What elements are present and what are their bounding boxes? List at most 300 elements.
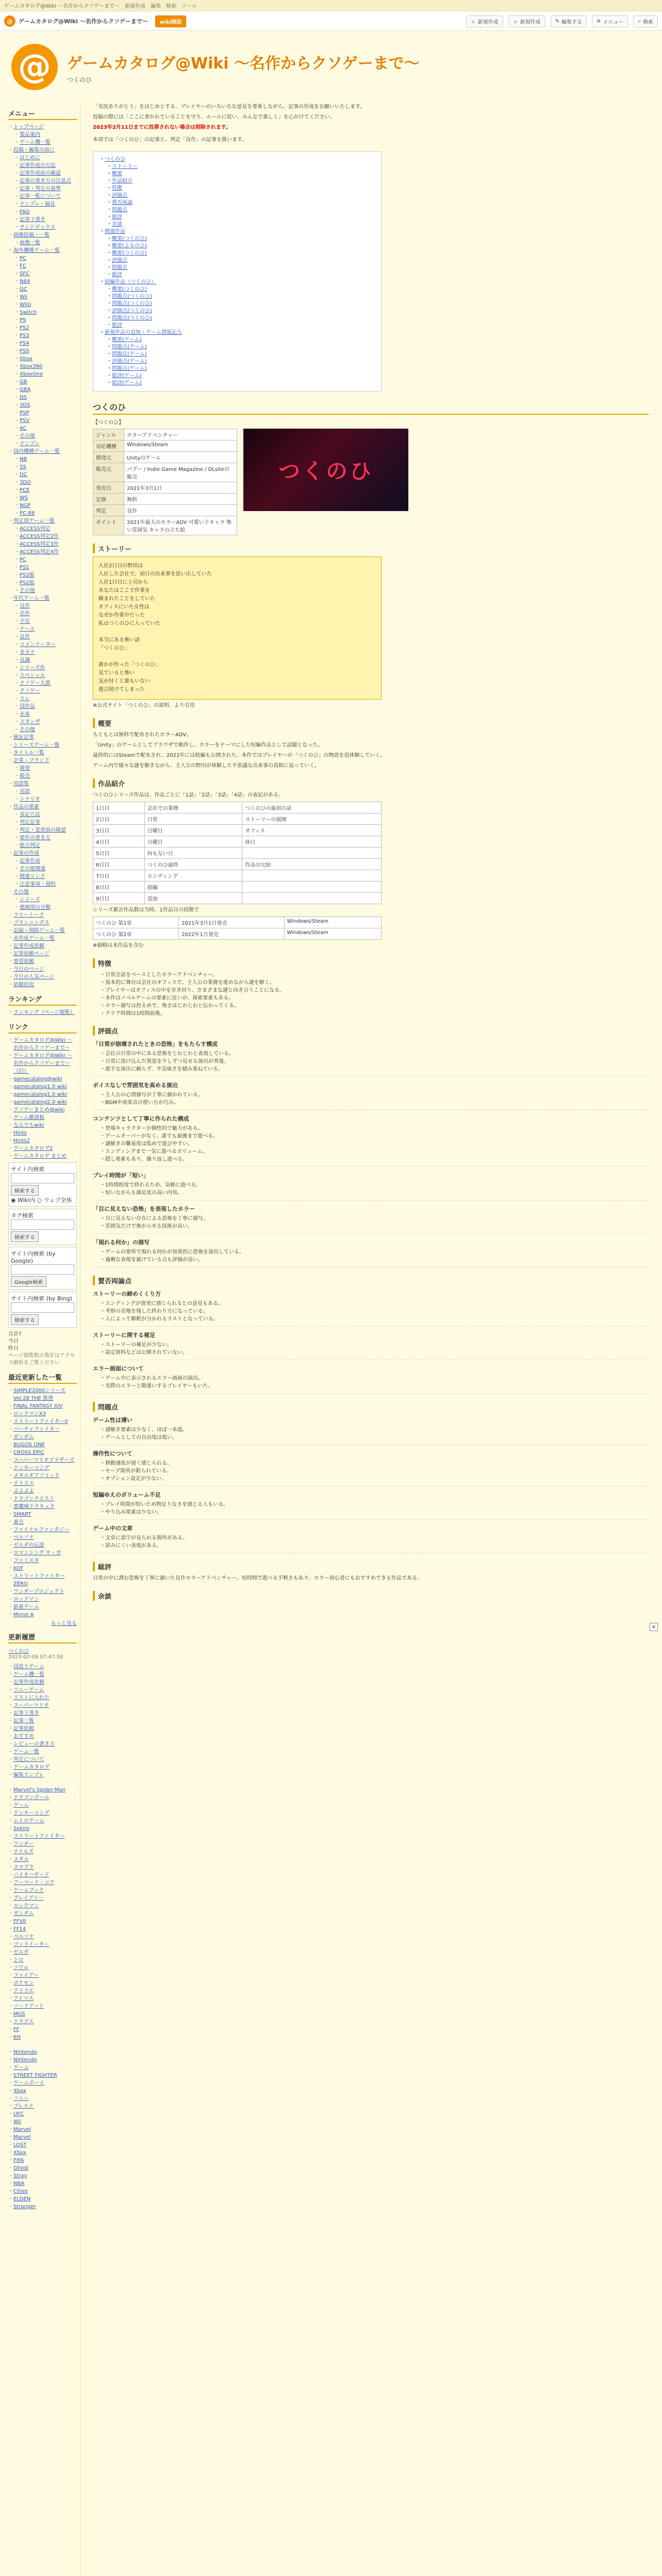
update-item[interactable] <box>8 1786 77 1794</box>
sidebar-menu-item[interactable] <box>8 432 77 440</box>
toc-item[interactable] <box>100 272 375 279</box>
update-item[interactable] <box>8 2048 77 2056</box>
update-item[interactable] <box>8 1756 77 1764</box>
toc-link[interactable]: 問題点 <box>112 207 127 213</box>
sidebar-menu-item[interactable] <box>8 502 77 510</box>
recent-item[interactable] <box>8 1588 77 1596</box>
toc-link[interactable]: 総評 <box>112 272 122 278</box>
sidebar-menu-link[interactable]: 記事依頼ページ <box>13 951 49 957</box>
strip-search[interactable]: 検索 <box>166 4 177 9</box>
update-item[interactable] <box>8 1910 77 1918</box>
sidebar-menu-item[interactable] <box>8 811 77 819</box>
strip-site[interactable]: ゲームカタログ@Wiki ～名作からクソゲーまで～ <box>4 4 120 9</box>
toc-item[interactable] <box>100 286 375 293</box>
toc-link[interactable]: 評価点(ゲーム) <box>112 359 147 364</box>
recent-item[interactable] <box>8 1402 77 1410</box>
update-item[interactable] <box>8 2018 77 2026</box>
sidebar-menu-link[interactable]: 記事作成前の確認 <box>20 171 61 176</box>
strip-edit[interactable]: 編集 <box>151 4 161 9</box>
sidebar-menu-item[interactable] <box>8 927 77 935</box>
sidebar-menu-link[interactable]: その他 <box>20 727 35 733</box>
toc-item[interactable] <box>100 336 375 344</box>
sidebar-menu-link[interactable]: 記事の作成 <box>13 851 39 856</box>
site-search-button[interactable]: 検索する <box>11 1185 39 1196</box>
sidebar-menu-item[interactable] <box>8 177 77 185</box>
update-item-link[interactable]: MGS <box>13 2011 25 2017</box>
sidebar-menu-link[interactable]: N64 <box>20 279 30 284</box>
sidebar-menu-link[interactable]: 名作 <box>20 611 30 617</box>
sidebar-menu-link[interactable]: 企業・ブランド <box>13 758 49 764</box>
sidebar-menu-link[interactable]: 未来 <box>20 711 30 717</box>
sidebar-menu-link[interactable]: FAQ <box>20 209 30 215</box>
sidebar-menu-link[interactable]: 用語集 <box>13 781 29 787</box>
update-item[interactable] <box>8 2056 77 2064</box>
update-item-link[interactable]: バイオハザード <box>13 1872 49 1878</box>
toc-link[interactable]: 概要(つくのひ) <box>112 236 147 242</box>
sidebar-menu-item[interactable] <box>8 347 77 355</box>
sidebar-menu-link[interactable]: 判定記事 <box>20 820 40 825</box>
toc-link[interactable]: 総評(ゲーム) <box>112 380 142 386</box>
recent-item-link[interactable]: バーチャファイター <box>13 1427 60 1432</box>
recent-item-link[interactable]: ロックマンX3 <box>13 1411 46 1417</box>
link-item[interactable] <box>8 1153 77 1160</box>
sidebar-menu-link[interactable]: 今日の人気ページ <box>13 974 55 980</box>
update-item[interactable] <box>8 1702 77 1709</box>
sidebar-menu-item[interactable] <box>8 633 77 641</box>
recent-item-link[interactable]: ロックマン <box>13 1597 39 1602</box>
sidebar-menu-item[interactable] <box>8 795 77 803</box>
sidebar-menu-item[interactable] <box>8 510 77 517</box>
sidebar-menu-item[interactable] <box>8 973 77 981</box>
sidebar-menu-link[interactable]: 国作品 <box>20 704 35 709</box>
update-item[interactable] <box>8 2188 77 2195</box>
update-item[interactable] <box>8 2095 77 2103</box>
update-item[interactable] <box>8 1679 77 1686</box>
recent-item[interactable] <box>8 1441 77 1449</box>
update-item-link[interactable]: Sekiro <box>13 1826 30 1832</box>
sidebar-menu-item[interactable] <box>8 355 77 363</box>
update-item[interactable] <box>8 1925 77 1933</box>
update-item-link[interactable]: STREET FIGHTER <box>13 2073 57 2078</box>
sidebar-menu-item[interactable] <box>8 193 77 200</box>
sidebar-menu-item[interactable] <box>8 687 77 695</box>
recent-item-link[interactable]: 悪魔城ドラキュラ <box>13 1504 55 1510</box>
recent-item-link[interactable]: SMART <box>13 1512 31 1517</box>
sidebar-menu-item[interactable] <box>8 765 77 772</box>
update-item-link[interactable]: ゼルダ <box>13 1950 29 1955</box>
update-item[interactable] <box>8 1987 77 1995</box>
search-opt-wiki[interactable]: ◉ Wiki内 <box>11 1197 36 1204</box>
sidebar-menu-item[interactable] <box>8 625 77 633</box>
toc-item[interactable] <box>100 322 375 329</box>
link-item-link[interactable]: ゲーム雑談板 <box>13 1115 44 1121</box>
sidebar-menu-link[interactable]: シリーズ作 <box>20 665 45 671</box>
strip-tools[interactable]: ツール <box>181 4 197 9</box>
sidebar-menu-item[interactable] <box>8 880 77 888</box>
toc-link[interactable]: 評価点(つくのひ) <box>112 308 152 314</box>
update-item[interactable] <box>8 2157 77 2164</box>
sidebar-menu-item[interactable] <box>8 656 77 664</box>
sidebar-menu-link[interactable]: クソゲー <box>20 688 40 694</box>
recent-item-link[interactable]: BUGOS ONE <box>13 1442 45 1448</box>
site-search-input[interactable] <box>11 1173 74 1183</box>
link-item[interactable] <box>8 1037 77 1052</box>
toc-link[interactable]: 余談 <box>112 222 122 227</box>
update-item[interactable] <box>8 1964 77 1972</box>
update-item[interactable] <box>8 1709 77 1717</box>
update-item[interactable] <box>8 2003 77 2010</box>
new-page-button[interactable]: ＋ 新規作成 <box>466 15 503 27</box>
sidebar-menu-link[interactable]: 画像一覧 <box>20 240 40 246</box>
sidebar-menu-link[interactable]: 記録・削除ゲーム一覧 <box>13 928 65 934</box>
update-item-link[interactable]: ガンダム <box>13 1911 34 1917</box>
update-item[interactable] <box>8 2072 77 2079</box>
sidebar-menu-link[interactable]: 良作 <box>20 603 30 609</box>
recent-item-link[interactable]: ロマンシング サ・ガ <box>13 1550 61 1556</box>
sidebar-menu-link[interactable]: FC <box>20 263 26 269</box>
sidebar-menu-link[interactable]: GBA <box>20 387 31 393</box>
ranking-link[interactable]: ・ ランキング（ページ閲覧） <box>8 1009 77 1016</box>
sidebar-menu-link[interactable]: 地域別の分類 <box>20 905 51 910</box>
sidebar-menu-link[interactable]: PS5 <box>20 348 29 354</box>
update-item[interactable] <box>8 1663 77 1671</box>
sidebar-menu-item[interactable] <box>8 216 77 224</box>
sidebar-menu-item[interactable] <box>8 471 77 479</box>
wiki-open-button[interactable]: wiki開設 <box>155 15 187 27</box>
toc-item[interactable] <box>100 228 375 235</box>
update-item[interactable] <box>8 1694 77 1702</box>
update-item[interactable] <box>8 2110 77 2118</box>
sidebar-menu-item[interactable] <box>8 239 77 247</box>
sidebar-menu-item[interactable] <box>8 293 77 301</box>
sidebar-menu-link[interactable]: 非カテ <box>20 650 35 655</box>
update-item[interactable] <box>8 1809 77 1817</box>
sidebar-menu-link[interactable]: PS3 <box>20 333 29 338</box>
sidebar-menu-item[interactable] <box>8 224 77 231</box>
sidebar-menu-item[interactable] <box>8 587 77 595</box>
recent-item-link[interactable]: メタルギアソリッド <box>13 1473 60 1479</box>
update-item-link[interactable]: プレステ <box>13 2104 34 2109</box>
sidebar-menu-item[interactable] <box>8 610 77 618</box>
recent-item[interactable] <box>8 1565 77 1572</box>
toc-item[interactable] <box>100 178 375 185</box>
sidebar-menu-link[interactable]: シナリオ <box>20 796 40 802</box>
update-item-link[interactable]: Nintendo <box>13 2057 37 2063</box>
sidebar-menu-item[interactable] <box>8 517 77 525</box>
toc-item[interactable] <box>100 358 375 365</box>
sidebar-menu-link[interactable]: ACCESS判定3作 <box>20 541 59 547</box>
toc-link[interactable]: 問題点(ゲーム) <box>112 344 147 350</box>
update-item[interactable] <box>8 1871 77 1879</box>
menu-button[interactable]: ≡ メニュー <box>592 15 628 27</box>
link-item[interactable] <box>8 1122 77 1129</box>
sidebar-menu-link[interactable]: PS2版 <box>20 572 35 578</box>
update-item[interactable] <box>8 1941 77 1948</box>
update-item-link[interactable]: ゴッドイーター <box>13 1942 49 1947</box>
sidebar-menu-item[interactable] <box>8 950 77 958</box>
toc-item[interactable] <box>100 214 375 221</box>
toc-item[interactable] <box>100 351 375 358</box>
update-item-link[interactable]: レビューの書き方 <box>13 1741 55 1747</box>
update-item-link[interactable]: FF14 <box>13 1926 26 1932</box>
sidebar-menu-item[interactable] <box>8 486 77 494</box>
sidebar-menu-item[interactable] <box>8 185 77 193</box>
sidebar-menu-link[interactable]: Xbox <box>20 356 32 362</box>
recent-item-link[interactable]: SIMPLE2000シリーズ Vol.28 THE 推理 <box>13 1388 65 1401</box>
sidebar-menu-item[interactable] <box>8 200 77 208</box>
link-item[interactable] <box>8 1052 77 1075</box>
recent-item[interactable] <box>8 1495 77 1503</box>
sidebar-menu-link[interactable]: DC <box>20 472 27 478</box>
link-item-link[interactable]: gamecatalog2.0 wiki <box>13 1099 67 1105</box>
update-item-link[interactable]: Stray <box>13 2173 27 2179</box>
sidebar-menu-link[interactable]: PSP <box>20 410 29 416</box>
recent-item[interactable] <box>8 1387 77 1402</box>
update-item-link[interactable]: LOST <box>13 2142 27 2148</box>
update-item[interactable] <box>8 1733 77 1740</box>
update-item-link[interactable]: アイマス <box>13 1996 34 2002</box>
sidebar-menu-item[interactable] <box>8 595 77 602</box>
toc-link[interactable]: 総評 <box>112 214 122 220</box>
sidebar-menu-item[interactable] <box>8 718 77 726</box>
recent-item-link[interactable]: ドンキーコング <box>13 1465 49 1471</box>
search-button[interactable]: ⌕ 検索 <box>633 15 658 27</box>
toc-item[interactable] <box>100 344 375 351</box>
link-item-link[interactable]: クソゲーまとめ@wiki <box>13 1107 65 1113</box>
sidebar-menu-link[interactable]: タイトル一覧 <box>13 750 44 756</box>
sidebar-menu-link[interactable]: 投稿・編集の前に <box>13 147 55 153</box>
toc-item[interactable] <box>100 380 375 387</box>
recent-item-link[interactable]: ペルソナ <box>13 1535 34 1540</box>
sidebar-menu-item[interactable] <box>8 749 77 757</box>
sidebar-menu-link[interactable]: SS <box>20 464 26 470</box>
update-item[interactable] <box>8 2195 77 2203</box>
sidebar-menu-link[interactable]: NGP <box>20 503 31 509</box>
update-item[interactable] <box>8 1972 77 1979</box>
google-search-input[interactable] <box>11 1264 74 1275</box>
sidebar-menu-link[interactable]: コメンテーター <box>20 642 56 648</box>
recent-item[interactable] <box>8 1449 77 1456</box>
sidebar-menu-link[interactable]: 未作成ゲーム一覧 <box>13 936 55 941</box>
close-icon[interactable]: × <box>650 1623 658 1631</box>
sidebar-menu-item[interactable] <box>8 965 77 973</box>
recent-item[interactable] <box>8 1541 77 1549</box>
sidebar-menu-link[interactable]: クソゲー大賞 <box>20 681 51 686</box>
update-item[interactable] <box>8 2079 77 2087</box>
toc-item[interactable] <box>100 156 375 163</box>
update-item[interactable] <box>8 1933 77 1941</box>
sidebar-menu-item[interactable] <box>8 340 77 347</box>
sidebar-menu-link[interactable]: PC-88 <box>20 511 35 516</box>
recent-item-link[interactable]: ファイナルファンタジー <box>13 1527 70 1533</box>
sidebar-menu-item[interactable] <box>8 873 77 880</box>
update-item-link[interactable]: ブレイブリー <box>13 1895 44 1901</box>
sidebar-menu-link[interactable]: 製品案内 <box>20 132 40 138</box>
sidebar-menu-item[interactable] <box>8 819 77 826</box>
update-item-link[interactable]: ゲーム <box>13 2065 29 2071</box>
update-item-link[interactable]: ゲーム一覧 <box>13 1749 39 1755</box>
bing-search-input[interactable] <box>11 1302 74 1313</box>
recent-item[interactable] <box>8 1464 77 1472</box>
link-item[interactable] <box>8 1075 77 1083</box>
update-item-link[interactable]: Marvel's Spider-Man <box>13 1787 66 1793</box>
sidebar-menu-link[interactable]: スペシャル <box>20 673 45 679</box>
sidebar-menu-link[interactable]: 記事作成 <box>20 858 40 864</box>
recent-item-link[interactable]: ファミスタ <box>13 1558 39 1564</box>
sidebar-menu-link[interactable]: シリーズゲーム一覧 <box>13 742 60 748</box>
update-item-link[interactable]: スマブラ <box>13 1865 34 1870</box>
sidebar-menu-item[interactable] <box>8 850 77 857</box>
update-item-link[interactable]: 記事依頼 <box>13 1726 34 1732</box>
toc-item[interactable] <box>100 243 375 250</box>
update-item-link[interactable]: スーパーマリオ <box>13 1703 49 1708</box>
sidebar-menu-item[interactable] <box>8 378 77 386</box>
update-item-link[interactable]: ストリートファイター <box>13 1834 65 1839</box>
sidebar-menu-item[interactable] <box>8 888 77 896</box>
sidebar-menu-link[interactable]: PS4 <box>20 341 29 346</box>
update-item-link[interactable]: ファイアー <box>13 1973 39 1978</box>
recent-item[interactable] <box>8 1456 77 1464</box>
recent-item-link[interactable]: ぷよぷよ <box>13 1488 34 1494</box>
sidebar-menu-item[interactable] <box>8 780 77 788</box>
update-item[interactable] <box>8 1817 77 1825</box>
sidebar-menu-link[interactable]: その他関連 <box>20 866 45 872</box>
toc-item[interactable] <box>100 207 375 214</box>
sidebar-menu-item[interactable] <box>8 146 77 154</box>
recent-item[interactable] <box>8 1603 77 1611</box>
update-item[interactable] <box>8 2133 77 2141</box>
sidebar-menu-item[interactable] <box>8 324 77 332</box>
recent-item-link[interactable]: FINAL FANTASY XIV <box>13 1403 63 1409</box>
recent-item-link[interactable]: スーパーマリオブラザーズ <box>13 1458 75 1463</box>
update-item-link[interactable]: Stranger <box>13 2204 36 2210</box>
sidebar-menu-item[interactable] <box>8 285 77 293</box>
toc-link[interactable]: 特徴 <box>112 185 122 191</box>
sidebar-menu-item[interactable] <box>8 170 77 177</box>
update-item[interactable] <box>8 1740 77 1748</box>
update-item[interactable] <box>8 2118 77 2126</box>
sidebar-menu-item[interactable] <box>8 463 77 471</box>
update-item-link[interactable]: ワンダー <box>13 1841 34 1847</box>
toc-item[interactable] <box>100 264 375 272</box>
update-item-link[interactable]: Xbox <box>13 2150 26 2156</box>
update-item-link[interactable]: NBA <box>13 2181 25 2187</box>
toc-item[interactable] <box>100 199 375 207</box>
recent-item[interactable] <box>8 1611 77 1619</box>
toc-item[interactable] <box>100 279 375 286</box>
sidebar-menu-link[interactable]: 検証記事 <box>13 735 34 740</box>
recent-item[interactable] <box>8 1518 77 1526</box>
toc-item[interactable] <box>100 221 375 228</box>
recent-item-link[interactable]: ゼルダの伝説 <box>13 1543 44 1548</box>
sidebar-menu-link[interactable]: 依頼状況 <box>13 982 34 988</box>
toc-link[interactable]: 作品紹介 <box>112 178 133 184</box>
sidebar-menu-item[interactable] <box>8 672 77 680</box>
link-item[interactable] <box>8 1129 77 1137</box>
sidebar-menu-item[interactable] <box>8 479 77 486</box>
sidebar-menu-link[interactable]: スタンザ <box>20 719 40 725</box>
sidebar-menu-item[interactable] <box>8 262 77 270</box>
toc-link[interactable]: 賛否両論 <box>112 200 133 206</box>
sidebar-menu-item[interactable] <box>8 579 77 587</box>
sidebar-menu-link[interactable]: Wii <box>20 294 28 300</box>
sidebar-menu-item[interactable] <box>8 278 77 285</box>
sidebar-menu-item[interactable] <box>8 231 77 239</box>
sidebar-menu-item[interactable] <box>8 309 77 316</box>
toc-item[interactable] <box>100 250 375 257</box>
sidebar-menu-link[interactable]: 今日のページ <box>13 967 44 972</box>
toc-link[interactable]: 概要 <box>112 171 122 177</box>
update-item[interactable] <box>8 1725 77 1733</box>
update-item[interactable] <box>8 1879 77 1887</box>
update-item-link[interactable]: Marvel <box>13 2127 31 2132</box>
sidebar-menu-item[interactable] <box>8 741 77 749</box>
update-item-link[interactable]: FIFA <box>13 2158 24 2163</box>
sidebar-menu-item[interactable] <box>8 981 77 989</box>
sidebar-menu-link[interactable]: 良作 <box>20 634 30 640</box>
sidebar-menu-item[interactable] <box>8 602 77 610</box>
sidebar-menu-item[interactable] <box>8 440 77 448</box>
recent-more-link[interactable]: もっと見る <box>51 1621 77 1626</box>
update-item-link[interactable]: リストに入れた <box>13 1695 49 1701</box>
update-item-link[interactable]: ゲームブック <box>13 1888 44 1893</box>
toc-item[interactable] <box>100 372 375 380</box>
toc-link[interactable]: 続編作品（つくのひ） <box>105 279 156 285</box>
update-item[interactable] <box>8 2087 77 2095</box>
sidebar-menu-link[interactable]: 判定別ゲーム一覧 <box>13 518 55 524</box>
update-item[interactable] <box>8 2180 77 2188</box>
sidebar-menu-item[interactable] <box>8 525 77 533</box>
sidebar-menu-item[interactable] <box>8 448 77 455</box>
recent-item-link[interactable]: 新着ゲーム <box>13 1604 39 1610</box>
update-item-link[interactable]: テイルズ <box>13 1849 34 1855</box>
sidebar-menu-item[interactable] <box>8 417 77 425</box>
toc-link[interactable]: 問題点(つくのひ) <box>112 315 152 321</box>
sidebar-menu-link[interactable]: PC <box>20 256 27 261</box>
sidebar-menu-link[interactable]: ACCESS判定2作 <box>20 534 59 539</box>
recent-item[interactable] <box>8 1472 77 1480</box>
update-item[interactable] <box>8 1902 77 1910</box>
toc-link[interactable]: ストーリー <box>112 164 138 170</box>
update-item[interactable] <box>8 1802 77 1809</box>
sidebar-menu-item[interactable] <box>8 857 77 865</box>
sidebar-menu-item[interactable] <box>8 370 77 378</box>
sidebar-menu-item[interactable] <box>8 904 77 911</box>
sidebar-menu-item[interactable] <box>8 734 77 741</box>
recent-item[interactable] <box>8 1426 77 1433</box>
sidebar-menu-link[interactable]: 注意事項・規約 <box>20 882 56 887</box>
update-item[interactable] <box>8 1856 77 1863</box>
recent-item[interactable] <box>8 1526 77 1534</box>
sidebar-menu-item[interactable] <box>8 935 77 942</box>
sidebar-menu-link[interactable]: 販売 <box>20 773 30 779</box>
toc-link[interactable]: 関連作品 <box>105 229 125 234</box>
sidebar-menu-item[interactable] <box>8 834 77 842</box>
update-item[interactable] <box>8 1979 77 1987</box>
toc-link[interactable]: 概要(つくのひ) <box>112 286 147 292</box>
update-item[interactable] <box>8 1887 77 1894</box>
tag-search-input[interactable] <box>11 1219 74 1230</box>
sidebar-menu-item[interactable] <box>8 401 77 409</box>
link-item-link[interactable]: ゲームカタログ@Wiki ～名作からクソゲーまで～（旧） <box>13 1053 73 1074</box>
update-item[interactable] <box>8 1833 77 1840</box>
update-item-link[interactable]: 記事一覧 <box>13 1718 34 1724</box>
sidebar-menu-item[interactable] <box>8 255 77 262</box>
update-item[interactable] <box>8 2172 77 2180</box>
sidebar-menu-link[interactable]: 記事一覧について <box>20 194 61 199</box>
update-item-link[interactable]: 編集テンプレ <box>13 1772 44 1778</box>
toc-link[interactable]: 概要(つくのひ) <box>112 250 147 256</box>
